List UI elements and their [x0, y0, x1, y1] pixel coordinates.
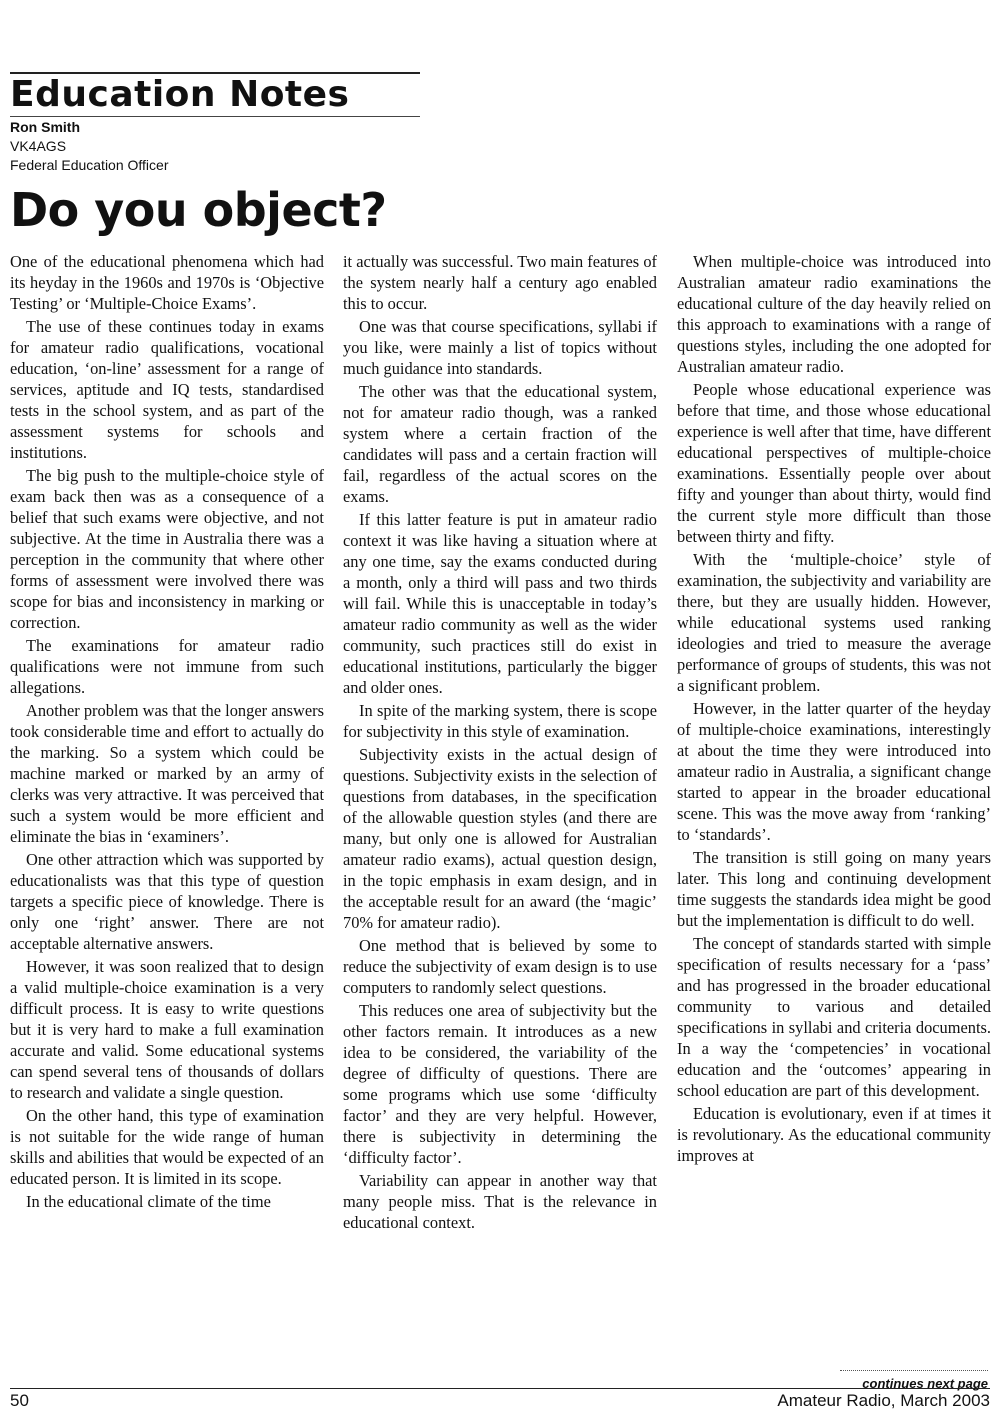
paragraph: One other attraction which was supported by educationalists was that this type of question targets a specific piece of knowledge. There is only one ‘right’ answer. There are not acceptable alternative answers.	[10, 850, 324, 953]
paragraph: People whose educational experience was before that time, and those whose educational experience is well after that time, have different educational perspectives of multiple-choice examinations. Essentially people over about fifty and younger than about thirty, would find the current style more difficult than those between thirty and fifty.	[677, 380, 991, 546]
author-name: Ron Smith	[10, 119, 80, 135]
paragraph: Variability can appear in another way that many people miss. That is the relevance in educational context.	[343, 1171, 657, 1232]
paragraph: On the other hand, this type of examination is not suitable for the wide range of human skills and abilities that would be expected of an educated person. It is limited in its scope.	[10, 1106, 324, 1188]
paragraph: Education is evolutionary, even if at times it is revolutionary. As the educational community improves at	[677, 1104, 991, 1165]
paragraph: If this latter feature is put in amateur radio context it was like having a situation where at any one time, say the exams conducted during a month, only a third will pass and two thirds will fail. While this is unacceptable in today’s amateur radio community as well as the wider community, such practices still do exist in educational institutions, particularly the bigger and older ones.	[343, 510, 657, 697]
paragraph: One was that course specifications, syllabi if you like, were mainly a list of topics without much guidance into standards.	[343, 317, 657, 378]
author-callsign: VK4AGS	[10, 138, 67, 154]
section-title-rule	[10, 116, 420, 117]
byline	[10, 118, 169, 175]
continues-rule	[840, 1370, 988, 1371]
paragraph: With the ‘multiple-choice’ style of examination, the subjectivity and variability are there, but they are usually hidden. However, while educational systems used ranking ideologies and tried to measure the average performance of groups of students, this was not a significant problem.	[677, 550, 991, 695]
article-headline: Do you object?	[10, 183, 387, 237]
paragraph: The other was that the educational system, not for amateur radio though, was a ranked system where a certain fraction of the candidates will pass and a certain fraction will fail, regardless of the actual scores on the exams.	[343, 382, 657, 506]
paragraph: This reduces one area of subjectivity but the other factors remain. It introduces as a new idea to be considered, the variability of the degree of difficulty of questions. There are some programs which use some ‘difficulty factor’ and they are very helpful. However, there is subjectivity in determining the ‘difficulty factor’.	[343, 1001, 657, 1167]
paragraph: When multiple-choice was introduced into Australian amateur radio examinations the educational culture of the day heavily relied on this approach to examinations with a range of questions styles, including the one adopted for Australian amateur radio.	[677, 252, 991, 376]
paragraph: The examinations for amateur radio qualifications were not immune from such allegations.	[10, 636, 324, 697]
paragraph: Another problem was that the longer answers took considerable time and effort to actually do the marking. So a system which could be machine marked or marked by an army of clerks was very attractive. It was perceived that such a system would be more efficient and eliminate the bias in ‘examiners’.	[10, 701, 324, 846]
paragraph: In spite of the marking system, there is scope for subjectivity in this style of examination.	[343, 701, 657, 741]
paragraph: it actually was successful. Two main features of the system nearly half a century ago enabled this to occur.	[343, 252, 657, 313]
paragraph: However, in the latter quarter of the heyday of multiple-choice examinations, interestingly at about the time they were introduced into amateur radio in Australia, a significant change started to appear in the broader educational scene. This was the move away from ‘ranking’ to ‘standards’.	[677, 699, 991, 844]
paragraph: One method that is believed by some to reduce the subjectivity of exam design is to use computers to randomly select questions.	[343, 936, 657, 997]
paragraph: The transition is still going on many years later. This long and continuing development time suggests the standards idea might be good but the implementation is difficult to do well.	[677, 848, 991, 930]
article-column-2	[343, 251, 657, 1233]
article-column-1	[10, 251, 324, 1212]
page-number: 50	[10, 1391, 29, 1410]
journal-title: Amateur Radio, March 2003	[777, 1391, 990, 1410]
author-role: Federal Education Officer	[10, 157, 169, 173]
article-column-3	[677, 251, 991, 1166]
paragraph: In the educational climate of the time	[26, 1192, 271, 1211]
paragraph: The use of these continues today in exams for amateur radio qualifications, vocational education, ‘on-line’ assessment for a range of services, aptitude and IQ tests, standardised tests in the school system, and as part of the assessment systems for schools and institutions.	[10, 317, 324, 462]
paragraph: One of the educational phenomena which had its heyday in the 1960s and 1970s is ‘Objective Testing’ or ‘Multiple-Choice Exams’.	[10, 252, 324, 313]
paragraph: However, it was soon realized that to design a valid multiple-choice examination is a very difficult process. It is easy to write questions but it is very hard to make a full examination accurate and valid. Some educational systems can spend several tens of thousands of dollars to research and validate a single question.	[10, 957, 324, 1102]
paragraph: The big push to the multiple-choice style of exam back then was as a consequence of a belief that such exams were objective, and not subjective. At the time in Australia there was a perception in the community that where other forms of assessment were involved there was scope for bias and inconsistency in marking or correction.	[10, 466, 324, 632]
section-title: Education Notes	[10, 74, 350, 115]
paragraph: The concept of standards started with simple specification of results necessary for a ‘pass’ and has progressed in the broader educational community to various and detailed specifications in syllabi and criteria documents. In a way the ‘competencies’ in vocational education and the ‘outcomes’ appearing in school education are part of this development.	[677, 934, 991, 1100]
paragraph: Subjectivity exists in the actual design of questions. Subjectivity exists in the selection of questions from databases, in the specification of the allowable question styles (and there are many, but only one is allowed for Australian amateur radio exams), actual question design, in the topic emphasis in exam design, and in the acceptable result for an award (the ‘magic’ 70% for amateur radio).	[343, 745, 657, 932]
continues-next-page-note: continues next page	[862, 1376, 988, 1391]
footer-rule	[10, 1388, 990, 1389]
